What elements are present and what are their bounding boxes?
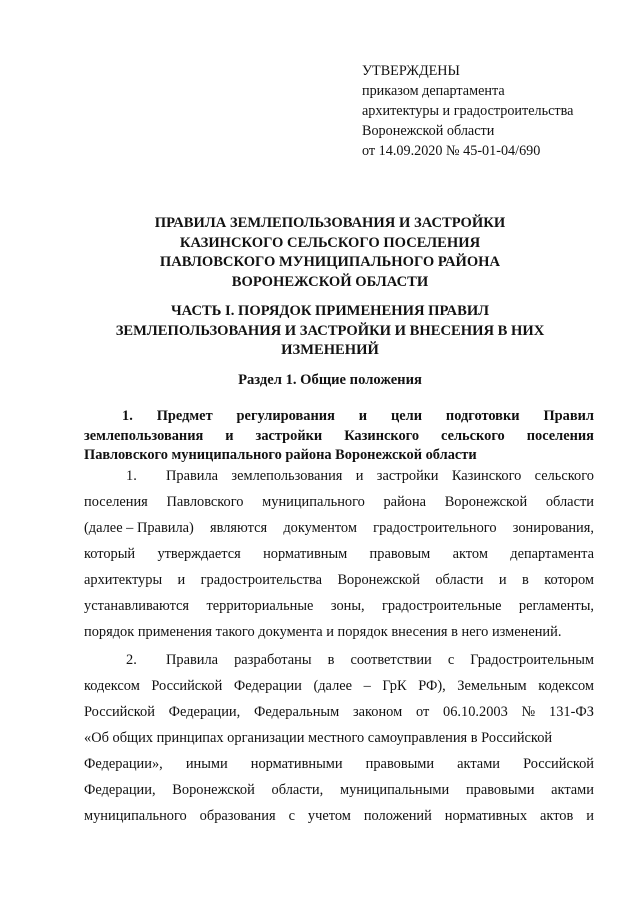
word: законом [352,704,403,720]
paragraph-line [84,650,594,670]
paragraph-line [84,806,594,826]
approval-line: УТВЕРЖДЕНЫ [362,63,460,79]
approval-line: Воронежской области [362,123,495,139]
word: Воронежской [172,782,255,798]
word: землепользования [231,468,343,484]
approval-line: приказом департамента [362,83,505,99]
word: застройки [376,468,439,484]
approval-line: от 14.09.2020 № 45-01-04/690 [362,143,541,159]
document-title [70,214,590,292]
article-line-1 [84,407,594,427]
word: Федерации [233,678,302,694]
word: который [84,546,136,562]
word: РФ), [418,678,446,694]
word: положений [363,808,432,824]
word: Российской [84,704,155,720]
word: градостроительства [200,572,323,588]
word: муниципального [262,494,365,510]
word: области [545,494,594,510]
article-word: Казинского [344,427,420,444]
word: архитектуры [84,572,163,588]
word: в [327,652,335,668]
word: зоны, [330,598,365,614]
paragraph-line [84,622,594,642]
word: поселения [84,494,148,510]
article-number: 1. [122,408,133,424]
paragraph-line [84,728,594,748]
word: актами [551,782,594,798]
paragraph-line [84,570,594,590]
word: разработаны [234,652,312,668]
article-word: поселения [526,427,594,444]
word: Правила [166,468,219,484]
article-word: застройки [255,427,323,444]
article-word: цели [390,408,423,424]
paragraph-line [84,702,594,722]
word: правовыми [365,756,435,772]
word: 06.10.2003 [443,704,508,720]
word: департамента [510,546,594,562]
word: сельского [534,468,594,484]
word: Павловского [166,494,244,510]
word: нормативных [444,808,528,824]
word: нормативным [263,546,348,562]
word: зонирования, [512,520,594,536]
word: правовым [369,546,431,562]
word: и [586,808,594,824]
word: 131-ФЗ [549,704,594,720]
word: Казинского [451,468,522,484]
title-line: ПРАВИЛА ЗЕМЛЕПОЛЬЗОВАНИЯ И ЗАСТРОЙКИ [154,215,506,231]
word: документом [283,520,357,536]
paragraph-line [84,518,594,538]
article-word: регулирования [236,408,335,424]
word: (далее – Правила) [84,520,194,536]
word: утверждается [157,546,241,562]
paragraph-line [84,676,594,696]
word: Воронежской [337,572,420,588]
word: с [447,652,455,668]
word: муниципального [84,808,187,824]
word: области [435,572,484,588]
word: Правила [166,652,219,668]
word: кодексом [538,678,594,694]
paragraph-number: 1. [126,468,137,484]
section-heading [70,371,590,391]
paragraph-line [84,596,594,616]
word: с [288,808,295,824]
word: Воронежской [444,494,528,510]
paragraph-line [84,492,594,512]
word: от [415,704,430,720]
title-line: ВОРОНЕЖСКОЙ ОБЛАСТИ [231,273,429,290]
word: – [363,678,371,694]
word: градостроительного [373,520,497,536]
word: образования [199,808,276,824]
word: Федерации», [84,756,163,772]
part-line: ЗЕМЛЕПОЛЬЗОВАНИЯ И ЗАСТРОЙКИ И ВНЕСЕНИЯ В НИХ [115,322,545,339]
article-word: сельского [441,427,505,444]
paragraph-line [84,544,594,564]
part-line: ЧАСТЬ I. ПОРЯДОК ПРИМЕНЕНИЯ ПРАВИЛ [170,303,490,319]
article-word: подготовки [445,408,520,424]
word: и [177,572,186,588]
paragraph-line [84,780,594,800]
word: актами [457,756,501,772]
part-heading [70,302,590,361]
approval-stamp [362,61,573,161]
word: порядок применения такого документа и порядок внесения в него изменений. [84,624,562,640]
word: № [521,704,536,720]
word: правовыми [465,782,535,798]
word: Федеральным [253,704,340,720]
word: Градостроительным [470,652,594,668]
word: района [383,494,427,510]
article-word: землепользования [84,427,204,444]
word: (далее [313,678,353,694]
article-line-3: Павловского муниципального района Воронежской области [84,447,477,463]
article-line-2 [84,427,594,447]
word: Российской [151,678,223,694]
word: и [498,572,507,588]
word: градостроительные [382,598,502,614]
word: муниципальными [339,782,450,798]
word: регламенты, [518,598,594,614]
word: соответствии [350,652,432,668]
word: и [355,468,364,484]
article-word: и [225,427,234,444]
word: иными [185,756,228,772]
word: территориальные [206,598,314,614]
paragraph-number: 2. [126,652,137,668]
approval-line: архитектуры и градостроительства [362,103,574,119]
title-line: ПАВЛОВСКОГО МУНИЦИПАЛЬНОГО РАЙОНА [159,254,501,270]
part-line: ИЗМЕНЕНИЙ [281,342,379,358]
word: учетом [307,808,351,824]
word: ГрК [382,678,407,694]
section-title: Раздел 1. Общие положения [238,372,422,388]
word: Земельным [457,678,527,694]
article-heading [84,407,594,466]
article-word: Предмет [156,408,213,424]
paragraph-line [84,754,594,774]
word: области, [271,782,324,798]
title-line: КАЗИНСКОГО СЕЛЬСКОГО ПОСЕЛЕНИЯ [179,234,481,251]
word: являются [210,520,268,536]
article-word: и [358,408,368,424]
word: котором [544,572,594,588]
word: Федерации, [168,704,241,720]
word: кодексом [84,678,140,694]
word: нормативными [250,756,343,772]
word: устанавливаются [84,598,190,614]
article-word: Правил [543,408,594,424]
word: актом [452,546,488,562]
paragraph-line [84,466,594,486]
word: Федерации, [84,782,156,798]
word: актов [540,808,574,824]
word: в [521,572,529,588]
word: Российской [523,756,594,772]
word: «Об общих принципах организации местного самоуправления в Российской [84,730,553,746]
